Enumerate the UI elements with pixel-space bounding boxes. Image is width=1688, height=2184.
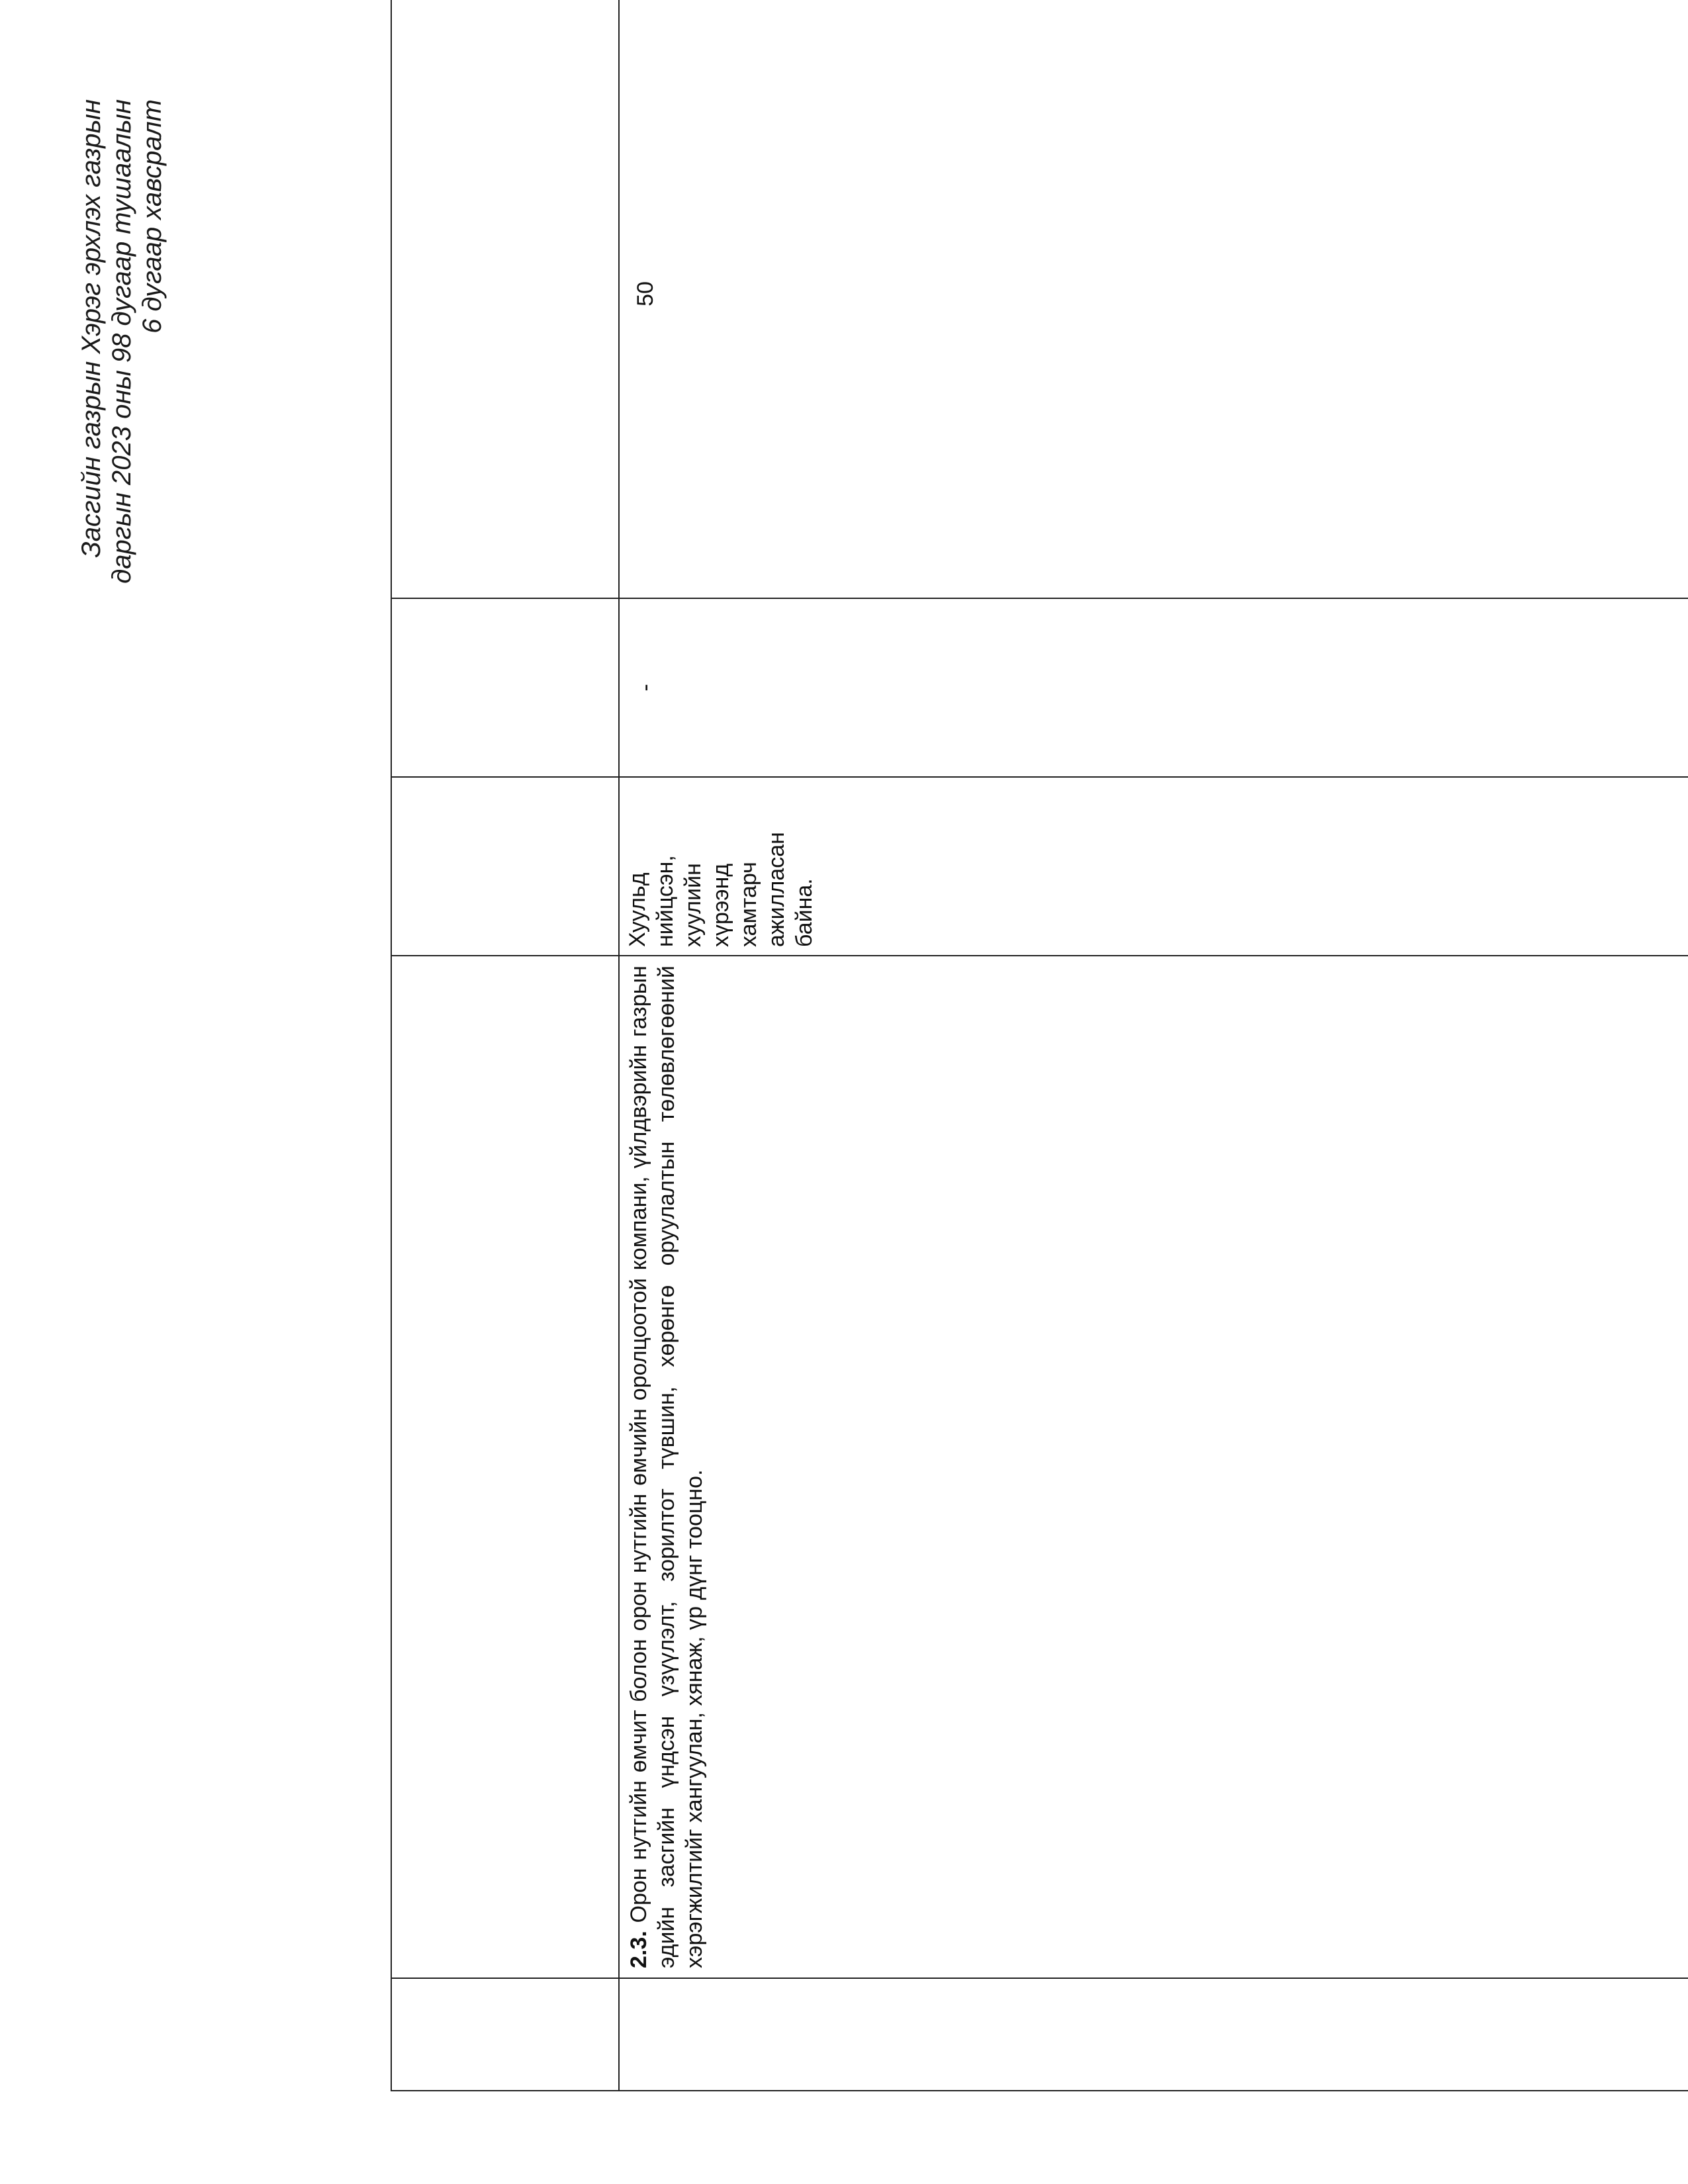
header-line-1: Засгийн газрын Хэрэг эрхлэх газрын: [77, 99, 106, 558]
document-header: [76, 99, 167, 584]
objective-text: [620, 956, 708, 1978]
report-table: [391, 0, 1688, 2091]
cell-index: [391, 1978, 619, 2091]
cell-weight: [619, 0, 1688, 598]
target-text: Хуульд нийцсэн, хуулийн хүрээнд хамтарч ажилласан байна.: [625, 832, 817, 947]
objective-description: Орон нутгийн өмчит болон орон нутгийн өмчийн оролцоотой компани, үйлдвэрийн газрын эдийн засгийн үндсэн үзүүлэлт, зорилтот түвшин, хөрөнгө оруулалтын төлөвлөгөөний хэрэгжилтийг хангуулан, хянаж, үр дүнг тооцно.: [626, 966, 707, 1968]
header-line-2: даргын 2023 оны 98 дугаар тушаалын: [107, 99, 136, 584]
header-line-3: 6 дугаар хавсралт: [138, 99, 167, 334]
cell-target: [619, 777, 1688, 956]
cell-weight: [391, 0, 619, 598]
cell-target: [391, 777, 619, 956]
cell-index: [619, 1978, 1688, 2091]
cell-baseline: [391, 598, 619, 777]
cell-baseline: [619, 598, 1688, 777]
cell-objective: [391, 956, 619, 1978]
cell-objective: [619, 956, 1688, 1978]
table-row: [619, 0, 1688, 2091]
objective-number: 2.3.: [626, 1931, 651, 1968]
table-row: [391, 0, 619, 2091]
baseline-value: -: [633, 684, 658, 692]
weight-value: 50: [633, 281, 658, 306]
